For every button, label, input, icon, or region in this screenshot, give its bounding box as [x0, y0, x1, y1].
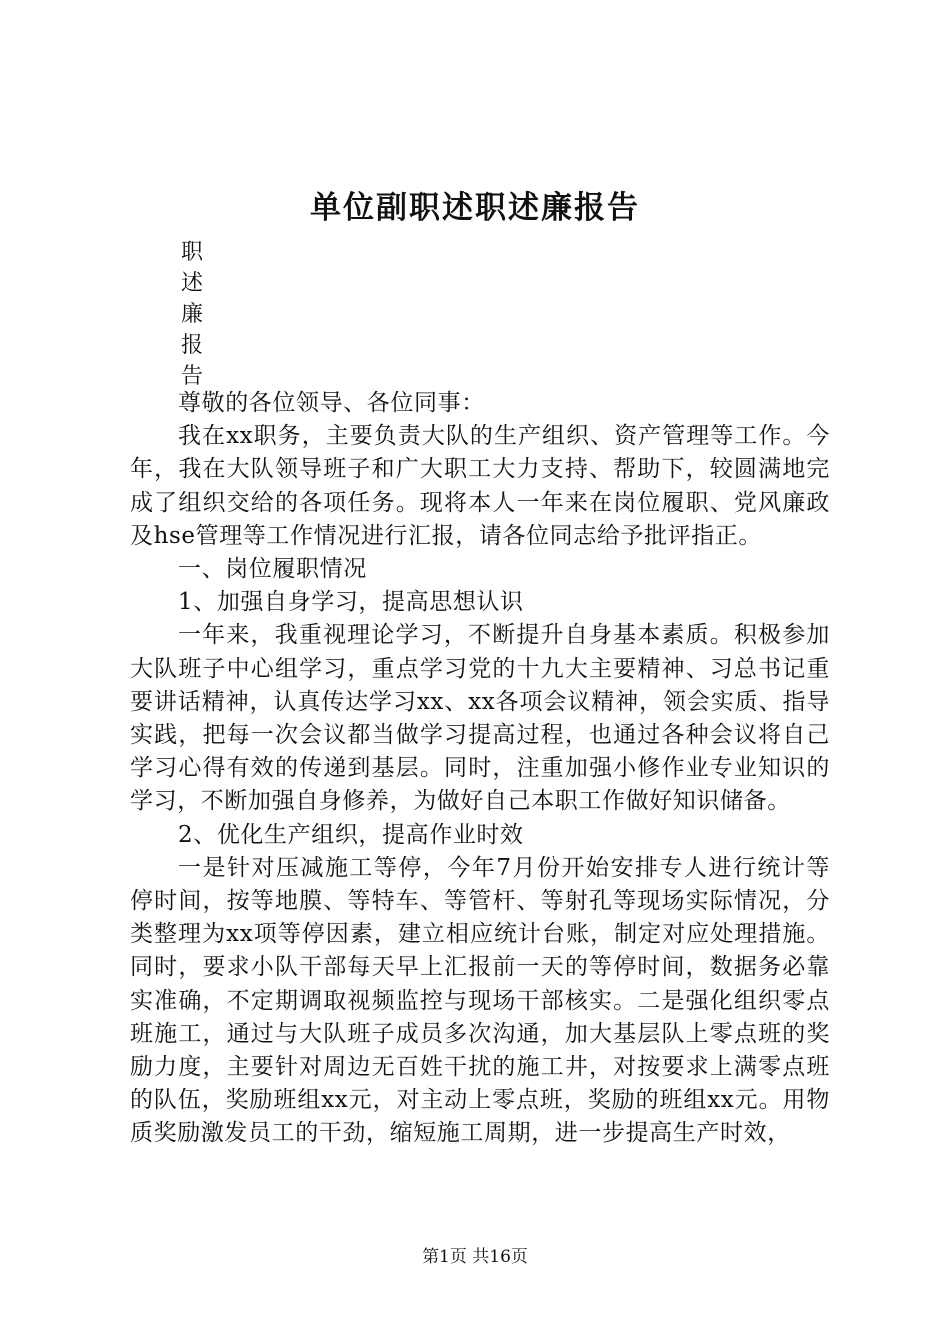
vertical-char: 报 [181, 333, 204, 358]
paragraph: 一是针对压减施工等停，今年7月份开始安排专人进行统计等停时间，按等地膜、等特车、等管杆、等射孔等现场实际情况，分类整理为xx项等停因素，建立相应统计台账，制定对应处理措施。同时，要求小队干部每天早上汇报前一天的等停时间，数据务必靠实准确，不定期调取视频监控与现场干部核实。二是强化组织零点班施工，通过与大队班子成员多次沟通，加大基层队上零点班的奖励力度，主要针对周边无百姓干扰的施工井，对按要求上满零点班的队伍，奖励班组xx元，对主动上零点班，奖励的班组xx元。用物质奖励激发员工的干劲，缩短施工周期，进一步提高生产时效， [130, 854, 830, 1147]
vertical-char: 职 [181, 240, 204, 265]
vertical-char: 廉 [181, 302, 204, 327]
vertical-char: 告 [181, 364, 204, 389]
subsection-heading: 1、加强自身学习，提高思想认识 [178, 589, 524, 616]
document-body [130, 387, 830, 1151]
vertical-char: 述 [181, 271, 204, 296]
page-footer: 第1页 共16页 [422, 1247, 528, 1267]
document-title: 单位副职述职述廉报告 [310, 190, 640, 226]
section-heading: 一、岗位履职情况 [178, 556, 367, 583]
salutation: 尊敬的各位领导、各位同事： [178, 390, 485, 416]
subsection-heading: 2、优化生产组织，提高作业时效 [178, 821, 524, 848]
paragraph: 一年来，我重视理论学习，不断提升自身基本素质。积极参加大队班子中心组学习，重点学习党的十九大主要精神、习总书记重要讲话精神，认真传达学习xx、xx各项会议精神，领会实质、指导实践，把每一次会议都当做学习提高过程，也通过各种会议将自己学习心得有效的传递到基层。同时，注重加强小修作业专业知识的学习，不断加强自身修养，为做好自己本职工作做好知识储备。 [130, 622, 830, 815]
paragraph: 我在xx职务，主要负责大队的生产组织、资产管理等工作。今年，我在大队领导班子和广大职工大力支持、帮助下，较圆满地完成了组织交给的各项任务。现将本人一年来在岗位履职、党风廉政及hse管理等工作情况进行汇报，请各位同志给予批评指正。 [130, 423, 830, 549]
